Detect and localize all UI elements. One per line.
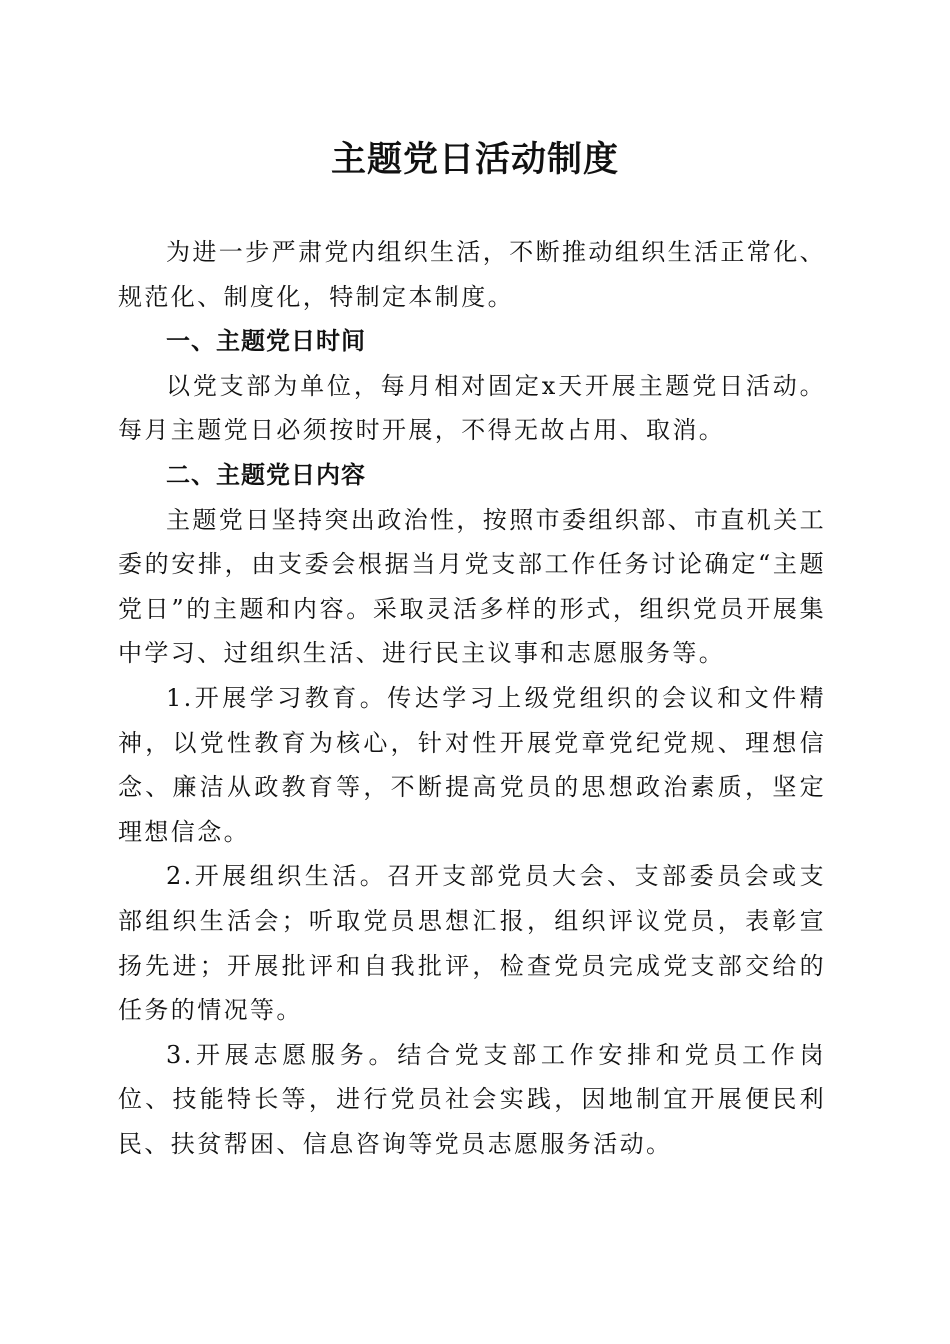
section-heading-content: 二、主题党日内容: [166, 460, 366, 489]
intro-paragraph: 为进一步严肃党内组织生活，不断推动组织生活正常化、规范化、制度化，特制定本制度。: [118, 238, 826, 311]
document-title: 主题党日活动制度: [330, 139, 619, 180]
section-content-paragraph: 主题党日坚持突出政治性，按照市委组织部、市直机关工委的安排，由支委会根据当月党支部工作任务讨论确定“主题党日”的主题和内容。采取灵活多样的形式，组织党员开展集中学习、过组织生活、进行民主议事和志愿服务等。: [118, 505, 826, 668]
section-time-paragraph: 以党支部为单位，每月相对固定x天开展主题党日活动。每月主题党日必须按时开展，不得无故占用、取消。: [118, 371, 826, 445]
content-item-study: 1.开展学习教育。传达学习上级党组织的会议和文件精神，以党性教育为核心，针对性开展党章党纪党规、理想信念、廉洁从政教育等，不断提高党员的思想政治素质，坚定理想信念。: [118, 683, 826, 846]
document-body: [118, 230, 826, 1166]
content-item-organization: 2.开展组织生活。召开支部党员大会、支部委员会或支部组织生活会；听取党员思想汇报，组织评议党员，表彰宣扬先进；开展批评和自我批评，检查党员完成党支部交给的任务的情况等。: [118, 862, 826, 1025]
content-item-volunteer: 3.开展志愿服务。结合党支部工作安排和党员工作岗位、技能特长等，进行党员社会实践，因地制宜开展便民利民、扶贫帮困、信息咨询等党员志愿服务活动。: [118, 1040, 826, 1158]
section-heading-time: 一、主题党日时间: [166, 327, 366, 356]
